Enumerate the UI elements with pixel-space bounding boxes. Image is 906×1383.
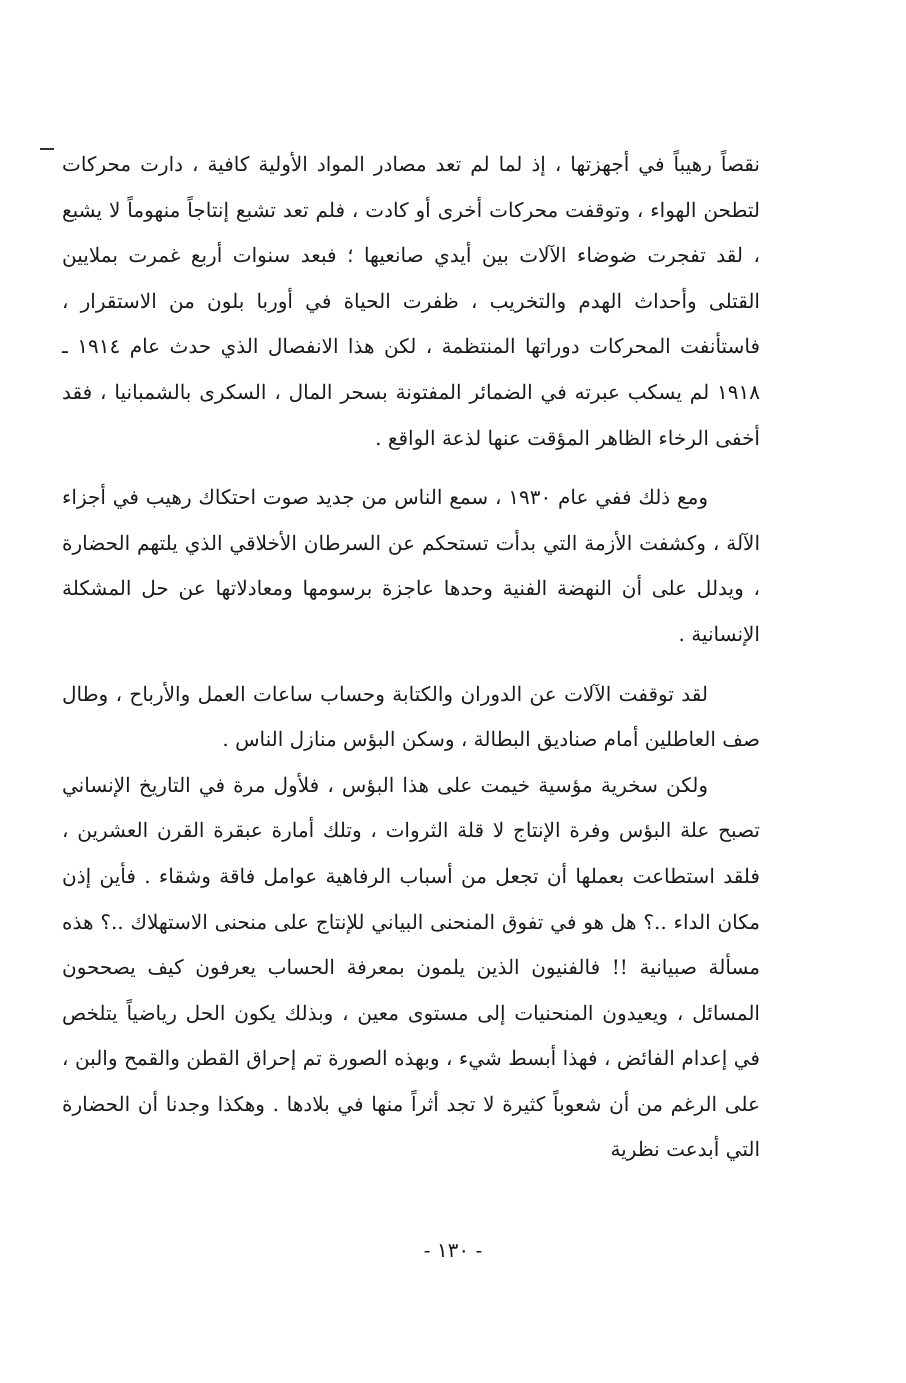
- paragraph-1: نقصاً رهيباً في أجهزتها ، إذ لما لم تعد مصادر المواد الأولية كافية ، دارت محركات لتطحن الهواء ، وتوقفت محركات أخرى أو كادت ، فلم تعد تشبع إنتاجاً منهوماً لا يشبع ، لقد تفجرت ضوضاء الآلات بين أيدي صانعيها ؛ فبعد سنوات أربع غمرت بملايين القتلى وأحداث الهدم والتخريب ، ظفرت الحياة في أوربا بلون من الاستقرار ، فاستأنفت المحركات دوراتها المنتظمة ، لكن هذا الانفصال الذي حدث عام ١٩١٤ ـ ١٩١٨ لم يسكب عبرته في الضمائر المفتونة بسحر المال ، السكرى بالشمبانيا ، فقد أخفى الرخاء الظاهر المؤقت عنها لذعة الواقع .: [62, 152, 761, 450]
- paragraph-2: ومع ذلك ففي عام ١٩٣٠ ، سمع الناس من جديد صوت احتكاك رهيب في أجزاء الآلة ، وكشفت الأزمة التي بدأت تستحكم عن السرطان الأخلاقي الذي يلتهم الحضارة ، ويدلل على أن النهضة الفنية وحدها عاجزة برسومها ومعادلاتها عن حل المشكلة الإنسانية .: [62, 485, 760, 646]
- page-number: - ١٣٠ -: [423, 1238, 483, 1262]
- paragraph-4: ولكن سخرية مؤسية خيمت على هذا البؤس ، فلأول مرة في التاريخ الإنساني تصبح علة البؤس وفرة الإنتاج لا قلة الثروات ، وتلك أمارة عبقرة القرن العشرين ، فلقد استطاعت بعملها أن تجعل من أسباب الرفاهية عوامل فاقة وشقاء . فأين إذن مكان الداء ..؟ هل هو في تفوق المنحنى البياني للإنتاج على منحنى الاستهلاك ..؟ هذه مسألة صبيانية !! فالفنيون الذين يلمون بمعرفة الحساب يعرفون كيف يصححون المسائل ، ويعيدون المنحنيات إلى مستوى معين ، وبذلك يكون الحل رياضياً يتلخص في إعدام الفائض ، فهذا أبسط شيء ، وبهذه الصورة تم إحراق القطن والقمح والبن ، على الرغم من أن شعوباً كثيرة لا تجد أثراً منها في بلادها . وهكذا وجدنا أن الحضارة التي أبدعت نظرية: [62, 772, 760, 1162]
- body-text: [62, 142, 760, 1173]
- paragraph-3: لقد توقفت الآلات عن الدوران والكتابة وحساب ساعات العمل والأرباح ، وطال صف العاطلين أمام صناديق البطالة ، وسكن البؤس منازل الناس .: [62, 681, 760, 752]
- margin-mark: [40, 148, 54, 150]
